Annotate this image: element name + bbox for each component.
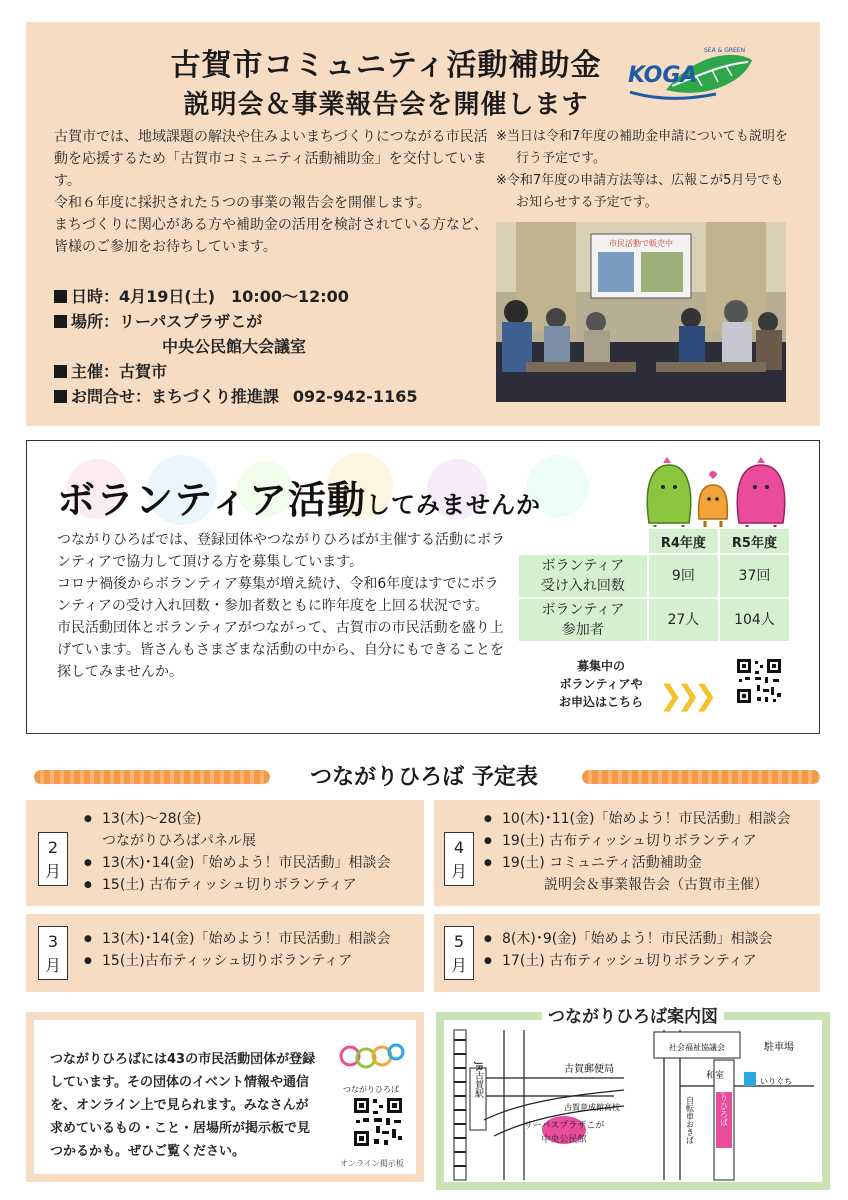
plaza-qr-code[interactable] [352, 1096, 404, 1148]
table-row-label: ボランティア 受け入れ回数 [518, 554, 648, 598]
bullet-square-icon [54, 315, 67, 328]
table-cell: 104人 [719, 598, 790, 642]
month-label: 4 月 [444, 832, 474, 886]
list-item: ● 17(土) 古布ティッシュ切りボランティア [480, 950, 773, 972]
table-cell: 27人 [648, 598, 719, 642]
list-item: つながりひろばパネル展 [102, 833, 256, 849]
guide-map [444, 1020, 822, 1182]
plaza-description: つながりひろばには43の市民活動団体が登録しています。その団体のイベント情報や通信を、オンライン上で見られます。みなさんが求めているもの・こと・居場所が掲示板で見つかるかも。ぜひご覧ください。 [50, 1052, 316, 1159]
station-label: JR古賀駅 [473, 1062, 483, 1098]
schedule-april [434, 800, 820, 906]
volunteer-paragraph: 市民活動団体とボランティアがつながって、古賀市の市民活動を盛り上げています。皆さんもさまざまな活動の中から、自分にもできることを探してみませんか。 [57, 620, 504, 680]
parking-label: 駐車場 [764, 1042, 794, 1053]
council-label: 社会福祉協議会 [669, 1043, 725, 1052]
event-venue: 場所：リーパスプラザこが [54, 309, 504, 334]
plaza-logo-caption: つながりひろば [343, 1085, 399, 1094]
list-item: 説明会＆事業報告会（古賀市主催） [544, 877, 768, 893]
schedule-list [80, 928, 390, 972]
plaza-online-board [26, 1012, 424, 1182]
volunteer-title-sub: してみませんか [365, 491, 541, 519]
washitsu-label: 和室 [706, 1071, 725, 1081]
qr-code-icon [352, 1096, 404, 1148]
event-contact: お問合せ：まちづくり推進課 092-942-1165 [54, 384, 504, 409]
hiroba-label: つながりひろば [719, 1070, 729, 1126]
chevron-right-icon: ❯❯❯ [659, 679, 712, 712]
slide-title: 市民活動で販売中 [609, 239, 673, 248]
list-item: ● 8(木)･9(金)「始めよう！市民活動」相談会 [480, 928, 773, 950]
notes [496, 126, 796, 214]
schedule-may [434, 914, 820, 992]
schedule-february [26, 800, 424, 906]
schedule-list [80, 808, 390, 896]
koga-logo-tagline: SEA & GREEN [704, 47, 746, 54]
list-item: ● 13(木)〜28(金) [80, 808, 390, 830]
schedule-list [480, 928, 773, 972]
month-label: 2 月 [38, 832, 68, 886]
plaza-logo [336, 1040, 406, 1095]
bullet-square-icon [54, 290, 67, 303]
schedule-march [26, 914, 424, 992]
table-row-label: ボランティア 参加者 [518, 598, 648, 642]
event-datetime: 日時：4月19日(土) 10:00〜12:00 [54, 284, 504, 309]
intro-text [54, 126, 494, 258]
map-section [436, 1012, 830, 1190]
table-header-row [518, 528, 790, 554]
contact-phone: 092-942-1165 [292, 387, 418, 406]
list-item: ● 10(木)･11(金)「始めよう！市民活動」相談会 [480, 808, 790, 830]
event-info [54, 284, 504, 409]
main-title-line1: 古賀市コミュニティ活動補助金 [170, 48, 602, 83]
list-item: ● 13(木)･14(金)「始めよう！市民活動」相談会 [80, 928, 390, 950]
month-label: 5 月 [444, 926, 474, 980]
koga-logo-text: KOGA [628, 63, 698, 88]
intro-paragraph: まちづくりに関心がある方や補助金の活用を検討されている方など、皆様のご参加をお待ちしています。 [54, 217, 488, 255]
bullet-square-icon [54, 390, 67, 403]
volunteer-paragraph: コロナ禍後からボランティア募集が増え続け、令和6年度はすでにボランティアの受け入れ回数・参加者数ともに昨年度を上回る状況です。 [57, 576, 499, 614]
list-item: ● 13(木)･14(金)「始めよう！市民活動」相談会 [80, 852, 390, 874]
table-header: R4年度 [648, 528, 719, 554]
volunteer-title: ボランティア活動してみませんか [57, 478, 541, 522]
plaza-sub-label: 中央公民館 [541, 1135, 587, 1145]
schedule-title: つながりひろば 予定表 [310, 765, 538, 790]
list-item: ● 19(土) 古布ティッシュ切りボランティア [480, 830, 790, 852]
event-venue-room: 中央公民館大会議室 [162, 337, 307, 356]
online-board-caption: オンライン掲示板 [340, 1159, 404, 1168]
map-title: つながりひろば案内図 [436, 1002, 830, 1027]
table-row [518, 554, 790, 598]
entrance-marker-icon [744, 1072, 756, 1086]
recruit-link-text[interactable]: 募集中の ボランティアや お申込はこちら [558, 659, 643, 709]
table-header-blank [518, 528, 648, 554]
post-office-label: 古賀郵便局 [564, 1064, 614, 1075]
volunteer-stats-table [517, 527, 791, 643]
note-item: ※令和7年度の申請方法等は、広報こが5月号でもお知らせする予定です。 [496, 173, 784, 210]
subsidy-announcement-section [26, 22, 820, 426]
intro-paragraph: 令和６年度に採択された５つの事業の報告会を開催します。 [54, 195, 431, 211]
mascot-characters [643, 453, 793, 533]
table-row [518, 598, 790, 642]
qr-code-icon [735, 657, 783, 705]
note-item: ※当日は令和7年度の補助金申請についても説明を行う予定です。 [496, 129, 788, 166]
table-cell: 9回 [648, 554, 719, 598]
volunteer-section [26, 440, 820, 734]
list-item: ● 19(土) コミュニティ活動補助金 [480, 852, 790, 874]
volunteer-qr-code[interactable] [735, 657, 783, 705]
list-item: ● 15(土)古布ティッシュ切りボランティア [80, 950, 390, 972]
table-header: R5年度 [719, 528, 790, 554]
table-cell: 37回 [719, 554, 790, 598]
main-title-line2: 説明会＆事業報告会を開催します [183, 90, 589, 120]
meeting-photo [496, 222, 786, 402]
event-organizer: 主催：古賀市 [54, 359, 504, 384]
schedule-list [480, 808, 790, 896]
intro-paragraph: 古賀市では、地域課題の解決や住みよいまちづくりにつながる市民活動を応援するため「古賀市コミュニティ活動補助金」を交付しています。 [54, 129, 488, 189]
bicycle-label: 自転車おきば [685, 1096, 695, 1144]
month-label: 3 月 [38, 926, 68, 980]
entrance-label: いりぐち [760, 1077, 792, 1086]
school-label: 古賀竟成館高校 [564, 1103, 620, 1112]
rings-logo-icon [336, 1040, 406, 1080]
list-item: ● 15(土) 古布ティッシュ切りボランティア [80, 874, 390, 896]
volunteer-description [57, 529, 507, 683]
volunteer-paragraph: つながりひろばでは、登録団体やつながりひろばが主催する活動にボランティアで協力して頂ける方を募集しています。 [57, 532, 505, 570]
koga-logo [626, 42, 756, 106]
bullet-square-icon [54, 365, 67, 378]
plaza-label: リーパスプラザこが [523, 1121, 605, 1131]
